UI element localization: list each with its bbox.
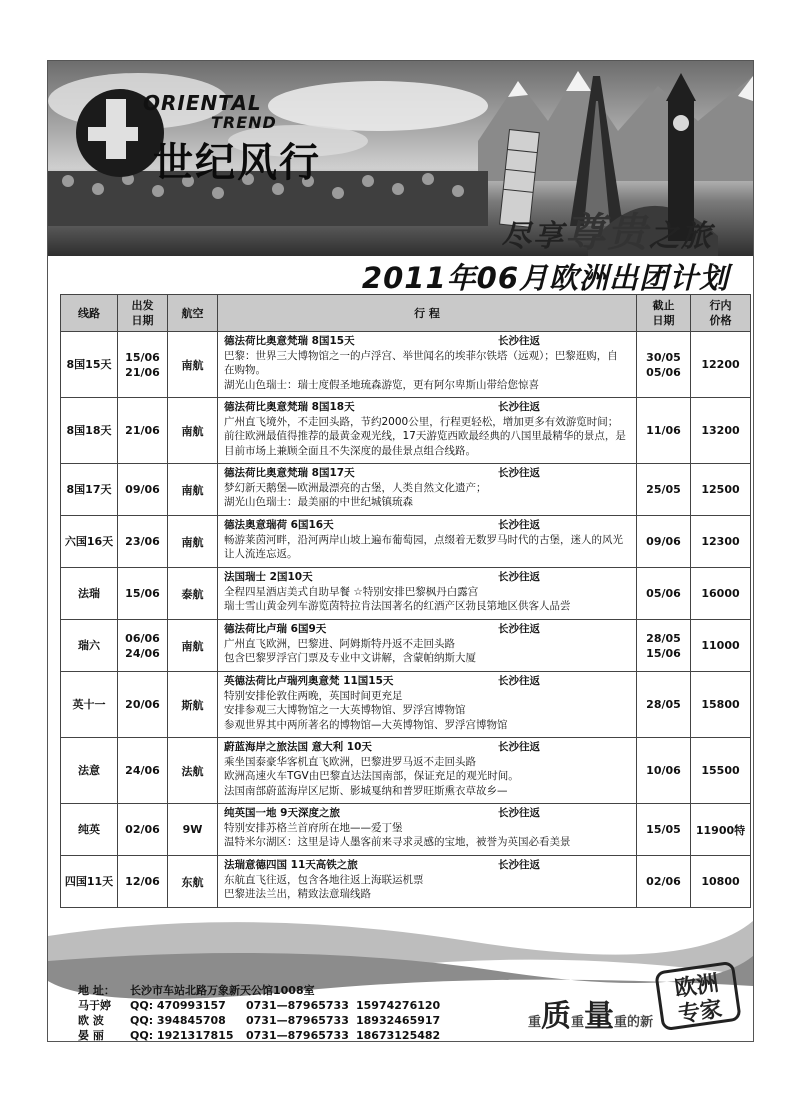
itinerary-origin: 长沙往返 xyxy=(498,859,540,871)
table-row xyxy=(61,856,751,908)
itinerary-line: 特别安排伦敦住两晚，英国时间更充足 xyxy=(224,689,403,702)
route-name: 六国16天 xyxy=(64,535,114,548)
price-value: 12500 xyxy=(701,483,740,496)
depart-date-cell xyxy=(118,568,168,620)
itinerary-line: 安排参观三大博物馆之一大英博物馆、罗浮宫博物馆 xyxy=(224,704,466,716)
deadline-date: 11/06 xyxy=(646,424,681,437)
airline-cell xyxy=(168,398,218,464)
airline-name: 南航 xyxy=(181,424,204,438)
depart-date-cell xyxy=(118,738,168,804)
itinerary-line: 温特米尔湖区：这里是诗人墨客前来寻求灵感的宝地，被誉为英国必看美景 xyxy=(224,836,571,848)
itinerary-line: 欧洲高速火车TGV由巴黎直达法国南部，保证充足的观光时间。 xyxy=(224,770,519,782)
table-row xyxy=(61,738,751,804)
depart-date-cell xyxy=(118,332,168,398)
route-cell xyxy=(61,568,118,620)
itinerary-title-row xyxy=(224,674,630,689)
table-row xyxy=(61,332,751,398)
airline-name: 东航 xyxy=(181,875,204,889)
itinerary-cell xyxy=(218,516,637,568)
price-value: 12300 xyxy=(701,535,740,548)
header-slogan xyxy=(501,201,713,256)
slogan-char: 质 xyxy=(541,999,572,1034)
slogan-char: 的 xyxy=(627,1015,641,1030)
price-value: 15500 xyxy=(701,764,740,777)
table-header-row xyxy=(61,295,751,332)
itinerary-cell xyxy=(218,464,637,516)
depart-date-cell xyxy=(118,804,168,856)
contact-qq: QQ: 470993157 xyxy=(130,999,226,1012)
deadline-cell xyxy=(637,398,691,464)
price-cell xyxy=(691,398,751,464)
price-cell xyxy=(691,738,751,804)
slogan-char: 新 xyxy=(640,1015,654,1030)
price-cell xyxy=(691,464,751,516)
itinerary-line: 东航直飞往返，包含各地往返上海联运机票 xyxy=(224,873,424,886)
itinerary-cell xyxy=(218,738,637,804)
itinerary-title-row xyxy=(224,740,630,755)
price-cell xyxy=(691,804,751,856)
deadline-cell xyxy=(637,738,691,804)
brochure-page xyxy=(47,60,754,1042)
itinerary-cell xyxy=(218,620,637,672)
address-value: 长沙市车站北路万象新天公馆1008室 xyxy=(130,984,315,997)
page-title: 2011年06月欧洲出团计划 xyxy=(361,261,729,295)
price-cell xyxy=(691,672,751,738)
itinerary-origin: 长沙往返 xyxy=(498,335,540,347)
deadline-date: 15/05 xyxy=(646,823,681,836)
table-row xyxy=(61,568,751,620)
price-value: 12200 xyxy=(701,358,740,371)
airline-cell xyxy=(168,804,218,856)
deadline-date: 15/06 xyxy=(646,646,681,660)
deadline-cell xyxy=(637,672,691,738)
depart-date-cell xyxy=(118,856,168,908)
depart-date: 21/06 xyxy=(125,424,160,437)
stamp-line: 专家 xyxy=(676,995,724,1028)
logo-text-trend: TREND xyxy=(211,113,277,132)
contact-row xyxy=(78,1013,440,1028)
itinerary-origin: 长沙往返 xyxy=(498,401,540,413)
airline-cell xyxy=(168,516,218,568)
price-value: 10800 xyxy=(701,875,740,888)
depart-date-cell xyxy=(118,464,168,516)
logo-text-oriental: ORIENTAL xyxy=(143,91,262,115)
route-cell xyxy=(61,738,118,804)
table-row xyxy=(61,620,751,672)
route-cell xyxy=(61,516,118,568)
header-banner xyxy=(48,61,753,256)
airline-name: 南航 xyxy=(181,483,204,497)
slogan-char: 重 xyxy=(614,1015,628,1030)
airline-cell xyxy=(168,332,218,398)
deadline-date: 28/05 xyxy=(646,698,681,711)
itinerary-title: 德法荷比卢瑞 6国9天 xyxy=(224,623,327,635)
price-value: 13200 xyxy=(701,424,740,437)
airline-cell xyxy=(168,568,218,620)
itinerary-line: 包含巴黎罗浮宫门票及专业中文讲解，含蒙帕纳斯大厦 xyxy=(224,652,476,664)
itinerary-line: 法国南部蔚蓝海岸区尼斯、影城戛纳和普罗旺斯熏衣草故乡— xyxy=(224,784,508,797)
itinerary-origin: 长沙往返 xyxy=(498,467,540,479)
itinerary-cell xyxy=(218,332,637,398)
deadline-date: 02/06 xyxy=(646,875,681,888)
airline-cell xyxy=(168,620,218,672)
contact-mobile: 18673125482 xyxy=(356,1029,441,1042)
price-value: 11900特 xyxy=(695,823,746,837)
price-cell xyxy=(691,516,751,568)
route-cell xyxy=(61,672,118,738)
contact-qq: QQ: 1921317815 xyxy=(130,1029,234,1042)
slogan-char: 量 xyxy=(584,999,615,1034)
itinerary-title-row xyxy=(224,806,630,821)
itinerary-line: 湖光山色瑞士：瑞士度假圣地琉森游览，更有阿尔卑斯山带给您惊喜 xyxy=(224,378,539,391)
header-depart-date: 出发 日期 xyxy=(118,295,168,332)
deadline-cell xyxy=(637,464,691,516)
airline-name: 南航 xyxy=(181,535,204,549)
route-name: 四国11天 xyxy=(64,875,114,888)
contact-name: 晏 丽 xyxy=(78,1029,104,1042)
itinerary-line: 在购物。 xyxy=(224,364,266,376)
itinerary-line: 梦幻新天鹅堡—欧洲最漂亮的古堡，人类自然文化遗产； xyxy=(224,481,487,494)
price-value: 11000 xyxy=(701,639,740,652)
itinerary-line: 目前市场上兼顾全面且不失深度的最佳景点组合线路。 xyxy=(224,444,476,457)
depart-date: 12/06 xyxy=(125,875,160,888)
itinerary-line: 全程四星酒店美式自助早餐 ☆特别安排巴黎枫丹白露宫 xyxy=(224,585,479,598)
contact-mobile: 18932465917 xyxy=(356,1014,441,1027)
itinerary-line: 畅游莱茵河畔，沿河两岸山坡上遍布葡萄园，点缀着无数罗马时代的古堡，迷人的风光 xyxy=(224,533,623,546)
itinerary-origin: 长沙往返 xyxy=(498,807,540,819)
price-cell xyxy=(691,856,751,908)
contact-row xyxy=(78,1028,440,1042)
itinerary-cell xyxy=(218,398,637,464)
itinerary-line: 前往欧洲最值得推荐的最黄金观光线，17天游览西欧最经典的八国里最精华的景点，是 xyxy=(224,430,626,442)
route-cell xyxy=(61,804,118,856)
route-name: 法意 xyxy=(78,764,100,777)
slogan-part-1: 尽享 xyxy=(501,219,565,254)
depart-date: 06/06 xyxy=(125,631,160,645)
itinerary-title: 德法荷比奥意梵瑞 8国17天 xyxy=(224,467,355,479)
deadline-date: 05/06 xyxy=(646,365,681,379)
deadline-cell xyxy=(637,568,691,620)
route-name: 英十一 xyxy=(72,698,106,711)
deadline-cell xyxy=(637,804,691,856)
slogan-part-3: 之旅 xyxy=(649,219,713,254)
itinerary-line: 湖光山色瑞士：最美丽的中世纪城镇琉森 xyxy=(224,496,413,508)
table-row xyxy=(61,398,751,464)
logo-text-chinese: 世纪风行 xyxy=(153,139,321,186)
airline-name: 斯航 xyxy=(181,698,204,712)
contact-qq: QQ: 394845708 xyxy=(130,1014,226,1027)
depart-date: 23/06 xyxy=(125,535,160,548)
airline-cell xyxy=(168,672,218,738)
route-name: 8国18天 xyxy=(66,424,112,437)
itinerary-origin: 长沙往返 xyxy=(498,571,540,583)
contact-tel: 0731—87965733 xyxy=(246,1029,349,1042)
itinerary-title: 德法奥意瑞荷 6国16天 xyxy=(224,519,334,531)
deadline-date: 28/05 xyxy=(646,631,681,645)
airline-name: 法航 xyxy=(181,764,204,778)
depart-date: 15/06 xyxy=(125,587,160,600)
header-itinerary: 行 程 xyxy=(218,295,637,332)
itinerary-origin: 长沙往返 xyxy=(498,675,540,687)
deadline-cell xyxy=(637,856,691,908)
contact-name: 马于婷 xyxy=(78,999,111,1012)
itinerary-line: 瑞士雪山黄金列车游览茵特拉肯法国著名的红酒产区勃艮第地区供客人品尝 xyxy=(224,600,571,612)
depart-date-cell xyxy=(118,398,168,464)
slogan-part-2: 尊贵 xyxy=(565,210,649,256)
depart-date: 15/06 xyxy=(125,350,160,364)
itinerary-origin: 长沙往返 xyxy=(498,741,540,753)
deadline-date: 10/06 xyxy=(646,764,681,777)
itinerary-cell xyxy=(218,568,637,620)
header-airline: 航空 xyxy=(168,295,218,332)
deadline-cell xyxy=(637,516,691,568)
airline-name: 南航 xyxy=(181,639,204,653)
deadline-cell xyxy=(637,332,691,398)
contact-name: 欧 波 xyxy=(78,1014,104,1027)
slogan-char: 重 xyxy=(571,1015,585,1030)
table-row xyxy=(61,672,751,738)
itinerary-title: 德法荷比奥意梵瑞 8国18天 xyxy=(224,401,355,413)
itinerary-title: 法国瑞士 2国10天 xyxy=(224,571,313,583)
itinerary-cell xyxy=(218,856,637,908)
itinerary-line: 特别安排苏格兰首府所在地——爱丁堡 xyxy=(224,821,403,834)
route-name: 法瑞 xyxy=(78,587,100,600)
itinerary-line: 广州直飞境外，不走回头路，节约2000公里，行程更轻松，增加更多有效游览时间； xyxy=(224,415,619,428)
contact-info xyxy=(78,983,440,1042)
deadline-date: 25/05 xyxy=(646,483,681,496)
contact-row xyxy=(78,998,440,1013)
address-row xyxy=(78,983,440,998)
airline-name: 泰航 xyxy=(181,587,204,601)
deadline-cell xyxy=(637,620,691,672)
europe-expert-stamp xyxy=(654,961,742,1032)
itinerary-title-row xyxy=(224,622,630,637)
route-name: 8国17天 xyxy=(66,483,112,496)
itinerary-line: 巴黎进法兰出，精致法意瑞线路 xyxy=(224,888,371,900)
table-row xyxy=(61,804,751,856)
itinerary-title-row xyxy=(224,858,630,873)
header-route: 线路 xyxy=(61,295,118,332)
quality-slogan xyxy=(528,991,653,1035)
itinerary-origin: 长沙往返 xyxy=(498,623,540,635)
route-name: 瑞六 xyxy=(78,639,100,652)
itinerary-title: 法瑞意德四国 11天高铁之旅 xyxy=(224,859,358,871)
itinerary-title-row xyxy=(224,518,630,533)
stamp-line: 欧洲 xyxy=(672,970,721,1003)
header-price: 行内 价格 xyxy=(691,295,751,332)
itinerary-cell xyxy=(218,672,637,738)
itinerary-title-row xyxy=(224,466,630,481)
contact-mobile: 15974276120 xyxy=(356,999,441,1012)
itinerary-line: 参观世界其中两所著名的博物馆—大英博物馆、罗浮宫博物馆 xyxy=(224,718,508,731)
airline-cell xyxy=(168,856,218,908)
itinerary-line: 让人流连忘返。 xyxy=(224,548,298,560)
slogan-char: 重 xyxy=(528,1015,542,1030)
route-cell xyxy=(61,464,118,516)
itinerary-title-row xyxy=(224,334,630,349)
depart-date-cell xyxy=(118,620,168,672)
depart-date: 24/06 xyxy=(125,646,160,660)
depart-date: 02/06 xyxy=(125,823,160,836)
itinerary-title-row xyxy=(224,570,630,585)
airline-name: 9W xyxy=(182,823,203,836)
price-value: 15800 xyxy=(701,698,740,711)
deadline-date: 09/06 xyxy=(646,535,681,548)
depart-date-cell xyxy=(118,516,168,568)
itinerary-title-row xyxy=(224,400,630,415)
itinerary-line: 巴黎：世界三大博物馆之一的卢浮宫、举世闻名的埃菲尔铁塔（远观）；巴黎逛购，自 xyxy=(224,349,618,362)
airline-name: 南航 xyxy=(181,358,204,372)
depart-date: 24/06 xyxy=(125,764,160,777)
contact-tel: 0731—87965733 xyxy=(246,1014,349,1027)
deadline-date: 05/06 xyxy=(646,587,681,600)
route-name: 纯英 xyxy=(78,823,100,836)
route-name: 8国15天 xyxy=(66,358,112,371)
airline-cell xyxy=(168,464,218,516)
itinerary-cell xyxy=(218,804,637,856)
itinerary-line: 乘坐国泰豪华客机直飞欧洲，巴黎进罗马返不走回头路 xyxy=(224,755,476,768)
depart-date: 20/06 xyxy=(125,698,160,711)
itinerary-origin: 长沙往返 xyxy=(498,519,540,531)
address-label: 地 址： xyxy=(78,984,115,997)
itinerary-title: 英德法荷比卢瑞列奥意梵 11国15天 xyxy=(224,675,394,687)
deadline-date: 30/05 xyxy=(646,350,681,364)
route-cell xyxy=(61,332,118,398)
itinerary-title: 蔚蓝海岸之旅法国 意大利 10天 xyxy=(224,741,372,753)
price-value: 16000 xyxy=(701,587,740,600)
itinerary-title: 纯英国一地 9天深度之旅 xyxy=(224,807,340,819)
depart-date: 21/06 xyxy=(125,365,160,379)
contact-tel: 0731—87965733 xyxy=(246,999,349,1012)
route-cell xyxy=(61,398,118,464)
table-row xyxy=(61,516,751,568)
itinerary-title: 德法荷比奥意梵瑞 8国15天 xyxy=(224,335,355,347)
airline-cell xyxy=(168,738,218,804)
route-cell xyxy=(61,620,118,672)
depart-date-cell xyxy=(118,672,168,738)
price-cell xyxy=(691,620,751,672)
table-row xyxy=(61,464,751,516)
route-cell xyxy=(61,856,118,908)
price-cell xyxy=(691,332,751,398)
header-deadline: 截止 日期 xyxy=(637,295,691,332)
price-cell xyxy=(691,568,751,620)
itinerary-line: 广州直飞欧洲，巴黎进、阿姆斯特丹返不走回头路 xyxy=(224,637,455,650)
depart-date: 09/06 xyxy=(125,483,160,496)
tour-schedule-table xyxy=(60,294,751,908)
